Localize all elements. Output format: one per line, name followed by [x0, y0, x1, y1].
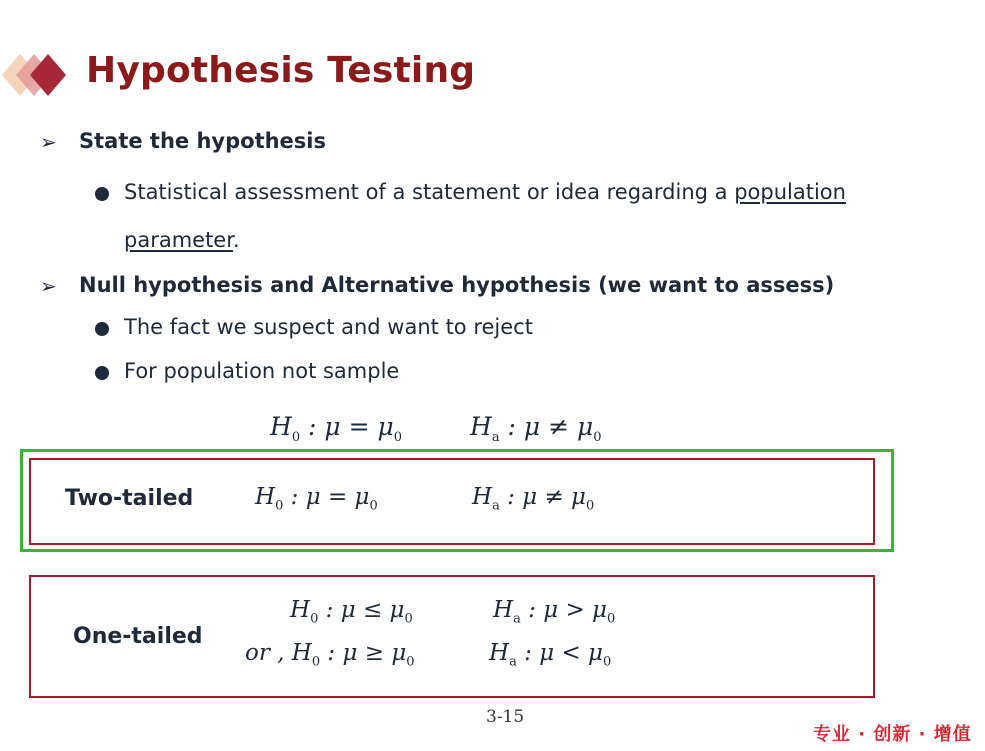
arrow-bullet-icon: ➢ — [40, 274, 57, 298]
general-alt-hypothesis: $H_a$ : $\mu \ne \mu_0$ — [470, 412, 602, 445]
bullet-statistical-assessment-cont — [124, 228, 240, 252]
arrow-bullet-icon: ➢ — [40, 130, 57, 154]
two-tailed-label: Two-tailed — [65, 486, 194, 511]
diamond-logo-icon — [2, 40, 82, 110]
section-heading-state: State the hypothesis — [79, 129, 326, 153]
page-title: Hypothesis Testing — [86, 50, 476, 91]
one-tailed-null-1: $H_0$ : $\mu \le \mu_0$ — [290, 597, 413, 627]
brand-slogan: 专业 · 创新 · 增值 — [813, 724, 972, 745]
bullet-statistical-assessment — [124, 180, 904, 204]
bullet-population-not-sample: For population not sample — [124, 359, 400, 383]
bullet-suspect-reject: The fact we suspect and want to reject — [124, 315, 533, 339]
parameter-term: parameter — [124, 228, 233, 252]
section-heading-null-alt: Null hypothesis and Alternative hypothesis (we want to assess) — [79, 273, 835, 297]
bullet-dot-icon — [95, 366, 109, 380]
page-number: 3-15 — [486, 707, 525, 727]
one-tailed-null-2: or , $H_0$ : $\mu \ge \mu_0$ — [245, 640, 415, 670]
two-tailed-alt: $H_a$ : $\mu \ne \mu_0$ — [472, 484, 595, 514]
bullet-text: Statistical assessment of a statement or idea regarding a — [124, 180, 735, 204]
one-tailed-label: One-tailed — [73, 624, 203, 649]
one-tailed-alt-2: $H_a$ : $\mu < \mu_0$ — [489, 640, 612, 670]
period: . — [232, 228, 240, 252]
two-tailed-null: $H_0$ : $\mu = \mu_0$ — [255, 484, 378, 514]
population-term: population — [734, 180, 846, 204]
bullet-dot-icon — [95, 322, 109, 336]
general-null-hypothesis: $H_0$ : $\mu = \mu_0$ — [270, 412, 403, 445]
bullet-dot-icon — [95, 187, 109, 201]
one-tailed-alt-1: $H_a$ : $\mu > \mu_0$ — [493, 597, 616, 627]
